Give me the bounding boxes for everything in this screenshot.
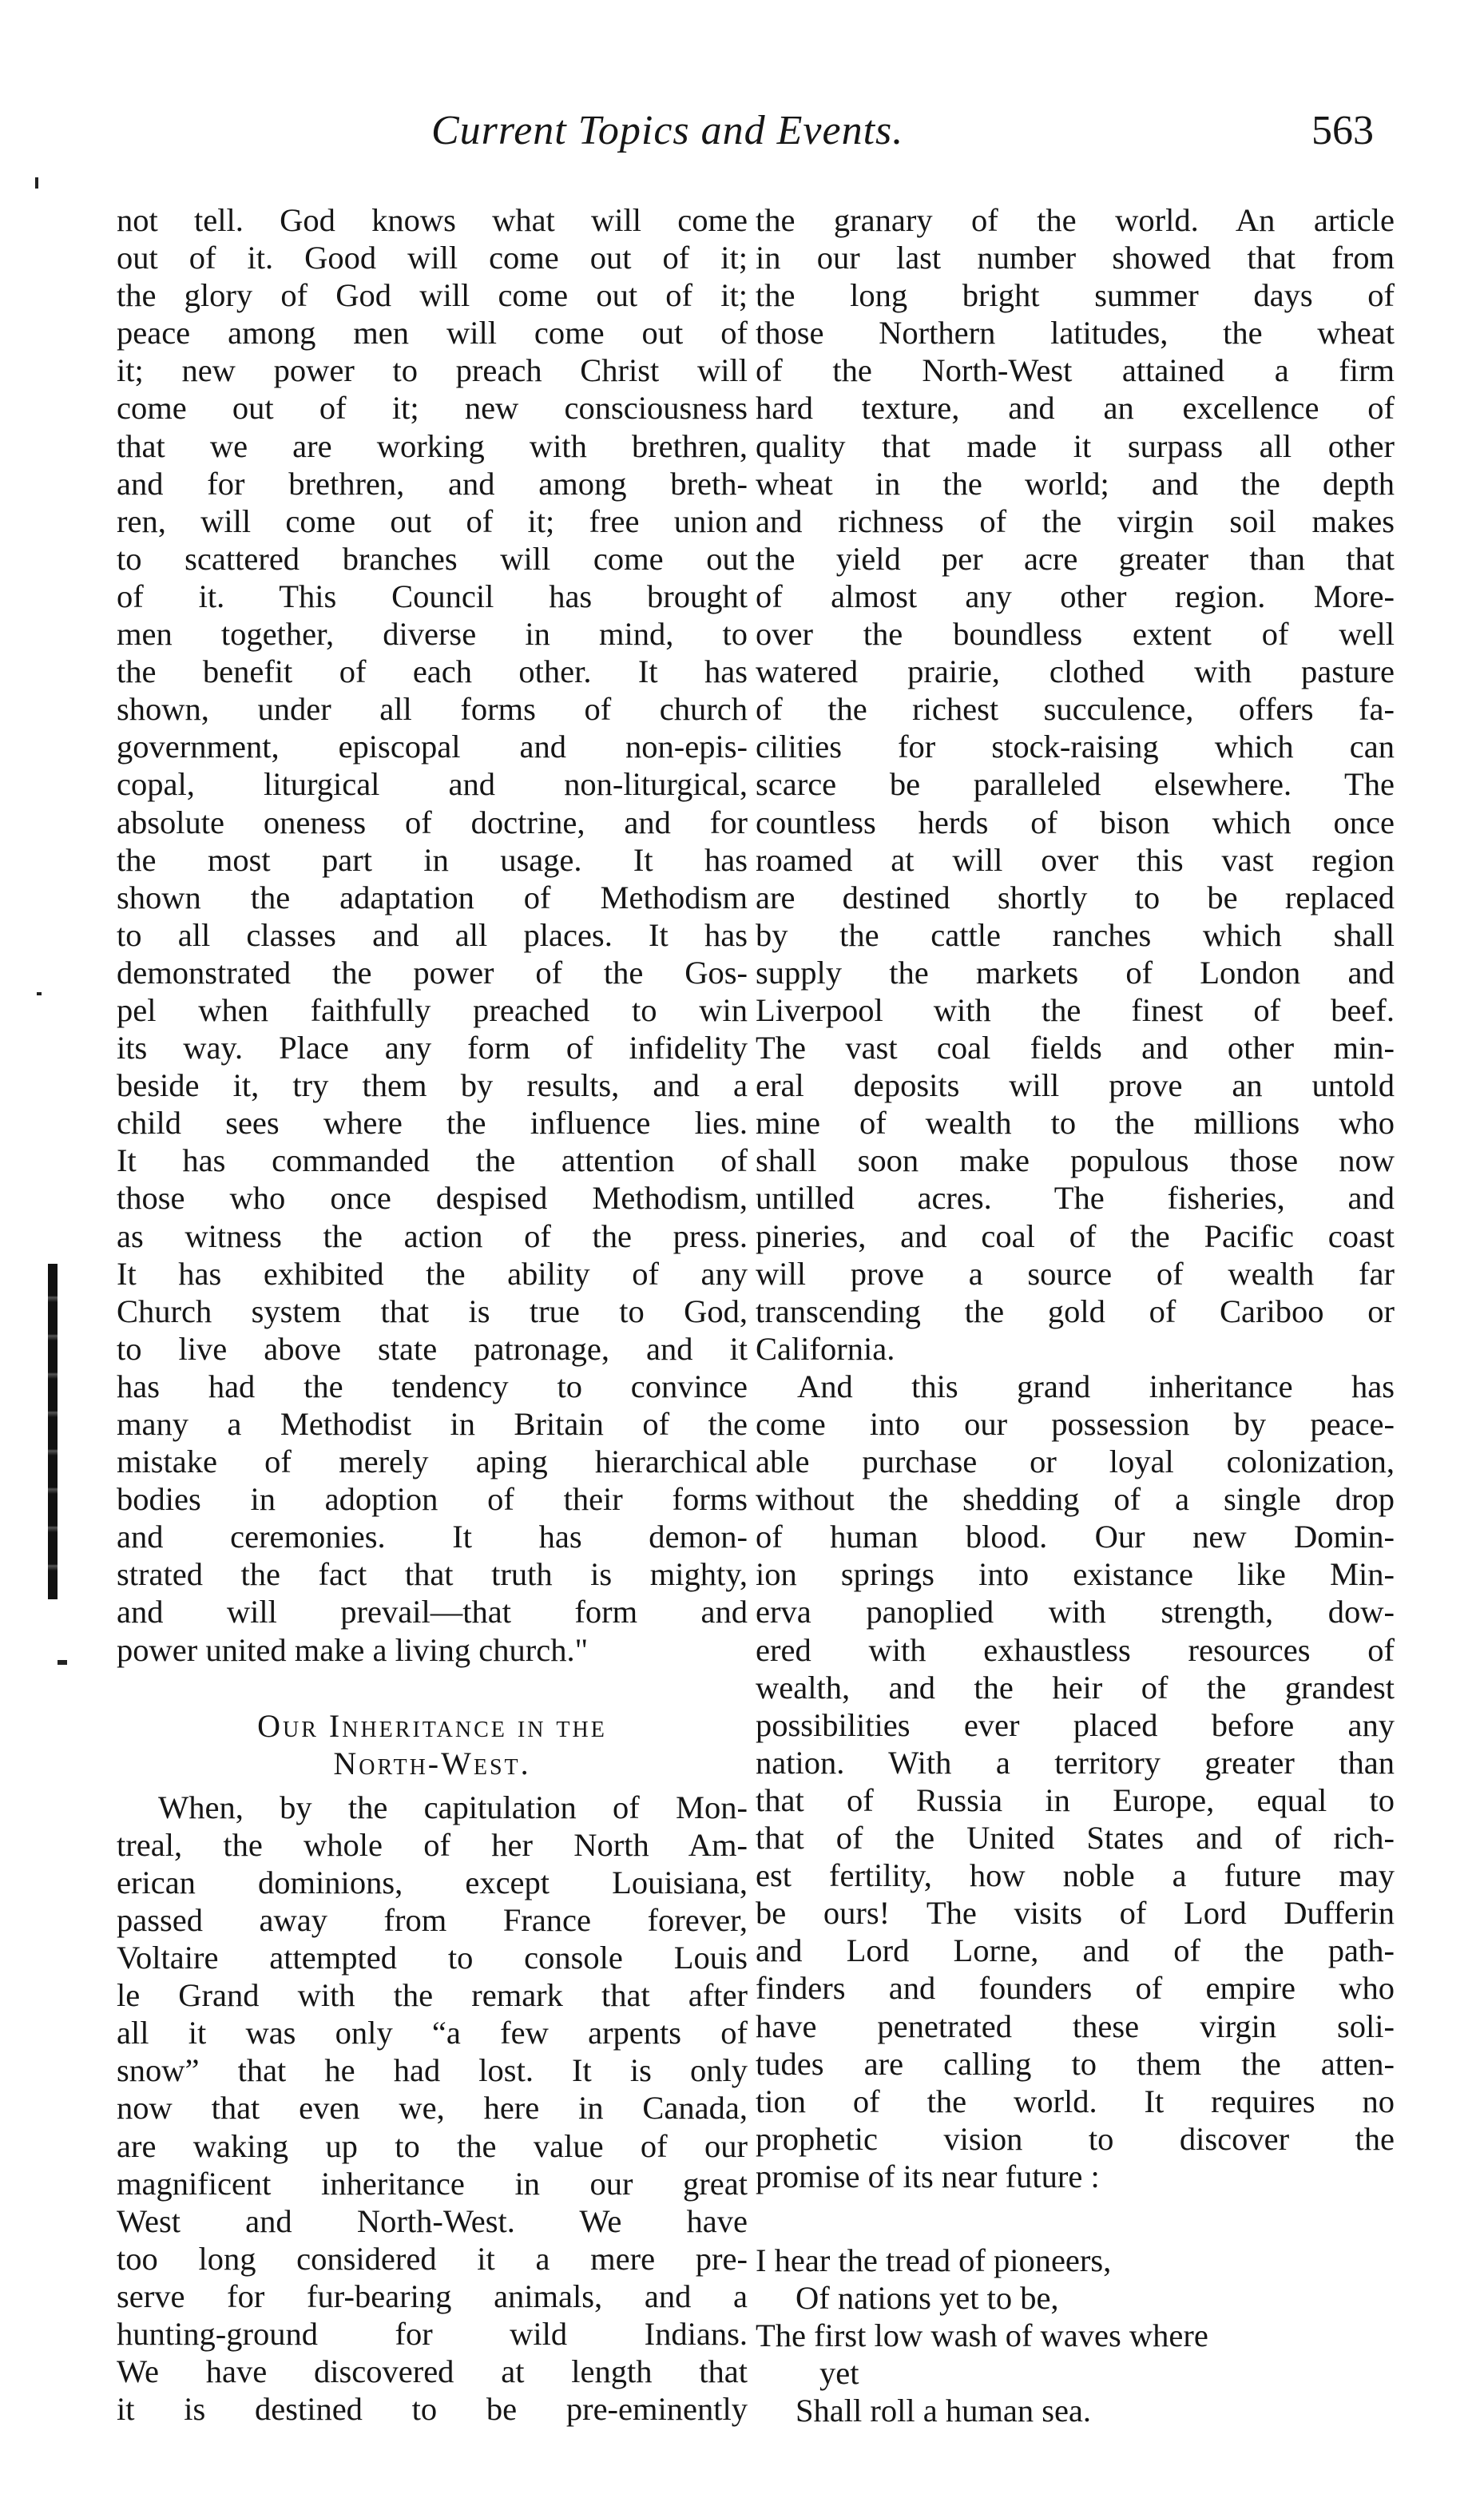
section-heading-line-1: Our Inheritance in the	[257, 1707, 607, 1744]
margin-tick-bottom	[58, 1660, 67, 1665]
text-line: eral deposits will prove an untold	[756, 1067, 1395, 1104]
margin-tick-top	[35, 177, 38, 189]
text-line: child sees where the influence lies.	[117, 1105, 748, 1142]
verse-quotation	[756, 2242, 1395, 2429]
text-line: erva panoplied with strength, dow-	[756, 1594, 1395, 1630]
text-line: out of it. Good will come out of it;	[117, 240, 748, 276]
text-line: in our last number showed that from	[756, 240, 1395, 276]
verse-line: Of nations yet to be,	[796, 2280, 1059, 2317]
text-line: beside it, try them by results, and a	[117, 1067, 748, 1104]
text-line: transcending the gold of Cariboo or	[756, 1293, 1395, 1329]
text-line: many a Methodist in Britain of the	[117, 1406, 748, 1442]
text-line: ren, will come out of it; free union	[117, 502, 748, 539]
text-line: pineries, and coal of the Pacific coast	[756, 1217, 1395, 1254]
text-line: promise of its near future :	[756, 2158, 1100, 2194]
text-line: untilled acres. The fisheries, and	[756, 1180, 1395, 1217]
text-line: and for brethren, and among breth-	[117, 465, 748, 502]
text-line: those who once despised Methodism,	[117, 1180, 748, 1217]
text-line: the granary of the world. An article	[756, 202, 1395, 238]
text-line: passed away from France forever,	[117, 1901, 748, 1938]
margin-tick-middle	[37, 992, 42, 995]
text-line: West and North-West. We have	[117, 2202, 748, 2239]
text-line: as witness the action of the press.	[117, 1217, 748, 1254]
text-line: by the cattle ranches which shall	[756, 916, 1395, 953]
text-line: shown, under all forms of church	[117, 691, 748, 728]
section-paragraph	[117, 1789, 748, 2429]
text-line: hard texture, and an excellence of	[756, 390, 1395, 427]
text-line: serve for fur-bearing animals, and a	[117, 2278, 748, 2314]
text-line: tudes are calling to them the atten-	[756, 2045, 1395, 2082]
text-line: wealth, and the heir of the grandest	[756, 1669, 1395, 1706]
text-line: ered with exhaustless resources of	[756, 1631, 1395, 1668]
text-line: be ours! The visits of Lord Dufferin	[756, 1895, 1395, 1932]
text-line: and will prevail—that form and	[117, 1594, 748, 1630]
text-line: California.	[756, 1330, 895, 1367]
text-line: it; new power to preach Christ will	[117, 352, 748, 389]
text-line: the glory of God will come out of it;	[117, 277, 748, 314]
text-line: shown the adaptation of Methodism	[117, 879, 748, 915]
text-line: magnificent inheritance in our great	[117, 2165, 748, 2202]
text-line: power united make a living church."	[117, 1631, 589, 1668]
text-line: all it was only “a few arpents of	[117, 2015, 748, 2051]
text-line: bodies in adoption of their forms	[117, 1481, 748, 1518]
verse-line: I hear the tread of pioneers,	[756, 2242, 1112, 2278]
text-line: of human blood. Our new Domin-	[756, 1519, 1395, 1555]
text-line: now that even we, here in Canada,	[117, 2090, 748, 2127]
right-column	[756, 201, 1395, 2429]
page-number: 563	[1311, 108, 1374, 153]
left-column	[117, 201, 748, 2428]
text-line: copal, liturgical and non-liturgical,	[117, 766, 748, 803]
text-line: those Northern latitudes, the wheat	[756, 315, 1395, 351]
text-line: to scattered branches will come out	[117, 540, 748, 577]
page-header	[431, 105, 1374, 161]
text-line: peace among men will come out of	[117, 315, 748, 351]
text-line: quality that made it surpass all other	[756, 427, 1395, 464]
text-line: tion of the world. It requires no	[756, 2083, 1395, 2119]
text-line: Church system that is true to God,	[117, 1293, 748, 1329]
text-line: come into our possession by peace-	[756, 1406, 1395, 1442]
text-line: The vast coal fields and other min-	[756, 1030, 1395, 1066]
text-line: countless herds of bison which once	[756, 804, 1395, 840]
left-paragraph	[117, 201, 748, 1669]
text-line: scarce be paralleled elsewhere. The	[756, 766, 1395, 803]
section-heading	[117, 1707, 748, 1782]
text-line: We have discovered at length that	[117, 2353, 748, 2390]
text-line: that of Russia in Europe, equal to	[756, 1781, 1395, 1818]
text-line: have penetrated these virgin soli-	[756, 2008, 1395, 2044]
text-line: without the shedding of a single drop	[756, 1481, 1395, 1518]
text-line: are destined shortly to be replaced	[756, 879, 1395, 915]
text-line: not tell. God knows what will come	[117, 202, 748, 238]
text-line: snow” that he had lost. It is only	[117, 2052, 748, 2089]
text-line: Voltaire attempted to console Louis	[117, 1940, 748, 1976]
text-line: able purchase or loyal colonization,	[756, 1444, 1395, 1480]
text-line: it is destined to be pre-eminently	[117, 2391, 748, 2428]
text-line: mine of wealth to the millions who	[756, 1105, 1395, 1142]
text-line: watered prairie, clothed with pasture	[756, 653, 1395, 690]
text-line: the long bright summer days of	[756, 277, 1395, 314]
text-line: and richness of the virgin soil makes	[756, 502, 1395, 539]
text-line: the most part in usage. It has	[117, 841, 748, 878]
text-line: has had the tendency to convince	[117, 1368, 748, 1404]
text-line: erican dominions, except Louisiana,	[117, 1864, 748, 1900]
text-line: demonstrated the power of the Gos-	[117, 954, 748, 991]
text-line: mistake of merely aping hierarchical	[117, 1444, 748, 1480]
text-line: the benefit of each other. It has	[117, 653, 748, 690]
text-line: its way. Place any form of infidelity	[117, 1030, 748, 1066]
text-line: And this grand inheritance has	[797, 1368, 1395, 1404]
text-line: of almost any other region. More-	[756, 578, 1395, 614]
text-line: of the North-West attained a firm	[756, 352, 1395, 389]
verse-line: Shall roll a human sea.	[796, 2393, 1092, 2429]
text-line: to live above state patronage, and it	[117, 1330, 748, 1367]
text-line: Liverpool with the finest of beef.	[756, 991, 1395, 1028]
text-line: roamed at will over this vast region	[756, 841, 1395, 878]
text-line: When, by the capitulation of Mon-	[158, 1789, 748, 1825]
text-line: It has exhibited the ability of any	[117, 1255, 748, 1292]
right-paragraphs	[756, 201, 1395, 2195]
text-line: over the boundless extent of well	[756, 616, 1395, 653]
section-heading-line-2: North-West.	[333, 1745, 531, 1781]
text-line: of the richest succulence, offers fa-	[756, 691, 1395, 728]
text-line: prophetic vision to discover the	[756, 2120, 1395, 2157]
text-line: ion springs into existance like Min-	[756, 1556, 1395, 1593]
scan-margin-bar	[48, 1264, 58, 1599]
text-line: le Grand with the remark that after	[117, 1977, 748, 2014]
text-line: finders and founders of empire who	[756, 1970, 1395, 2007]
text-line: of it. This Council has brought	[117, 578, 748, 614]
text-line: hunting-ground for wild Indians.	[117, 2315, 748, 2352]
text-line: strated the fact that truth is mighty,	[117, 1556, 748, 1593]
text-line: will prove a source of wealth far	[756, 1255, 1395, 1292]
text-line: and Lord Lorne, and of the path-	[756, 1932, 1395, 1969]
text-line: absolute oneness of doctrine, and for	[117, 804, 748, 840]
verse-line: yet	[819, 2355, 859, 2392]
text-line: the yield per acre greater than that	[756, 540, 1395, 577]
text-line: wheat in the world; and the depth	[756, 465, 1395, 502]
text-line: pel when faithfully preached to win	[117, 991, 748, 1028]
text-line: shall soon make populous those now	[756, 1142, 1395, 1179]
running-head: Current Topics and Events.	[431, 108, 904, 153]
text-line: men together, diverse in mind, to	[117, 616, 748, 653]
text-line: est fertility, how noble a future may	[756, 1857, 1395, 1894]
text-line: supply the markets of London and	[756, 954, 1395, 991]
text-line: that we are working with brethren,	[117, 427, 748, 464]
text-line: It has commanded the attention of	[117, 1142, 748, 1179]
text-line: are waking up to the value of our	[117, 2127, 748, 2164]
text-line: come out of it; new consciousness	[117, 390, 748, 427]
text-line: possibilities ever placed before any	[756, 1706, 1395, 1743]
verse-line: The first low wash of waves where	[756, 2317, 1208, 2354]
text-line: to all classes and all places. It has	[117, 916, 748, 953]
text-line: nation. With a territory greater than	[756, 1744, 1395, 1781]
text-line: government, episcopal and non-epis-	[117, 729, 748, 765]
text-line: and ceremonies. It has demon-	[117, 1519, 748, 1555]
text-line: cilities for stock-raising which can	[756, 729, 1395, 765]
text-line: treal, the whole of her North Am-	[117, 1826, 748, 1863]
text-line: that of the United States and of rich-	[756, 1820, 1395, 1857]
text-line: too long considered it a mere pre-	[117, 2240, 748, 2277]
